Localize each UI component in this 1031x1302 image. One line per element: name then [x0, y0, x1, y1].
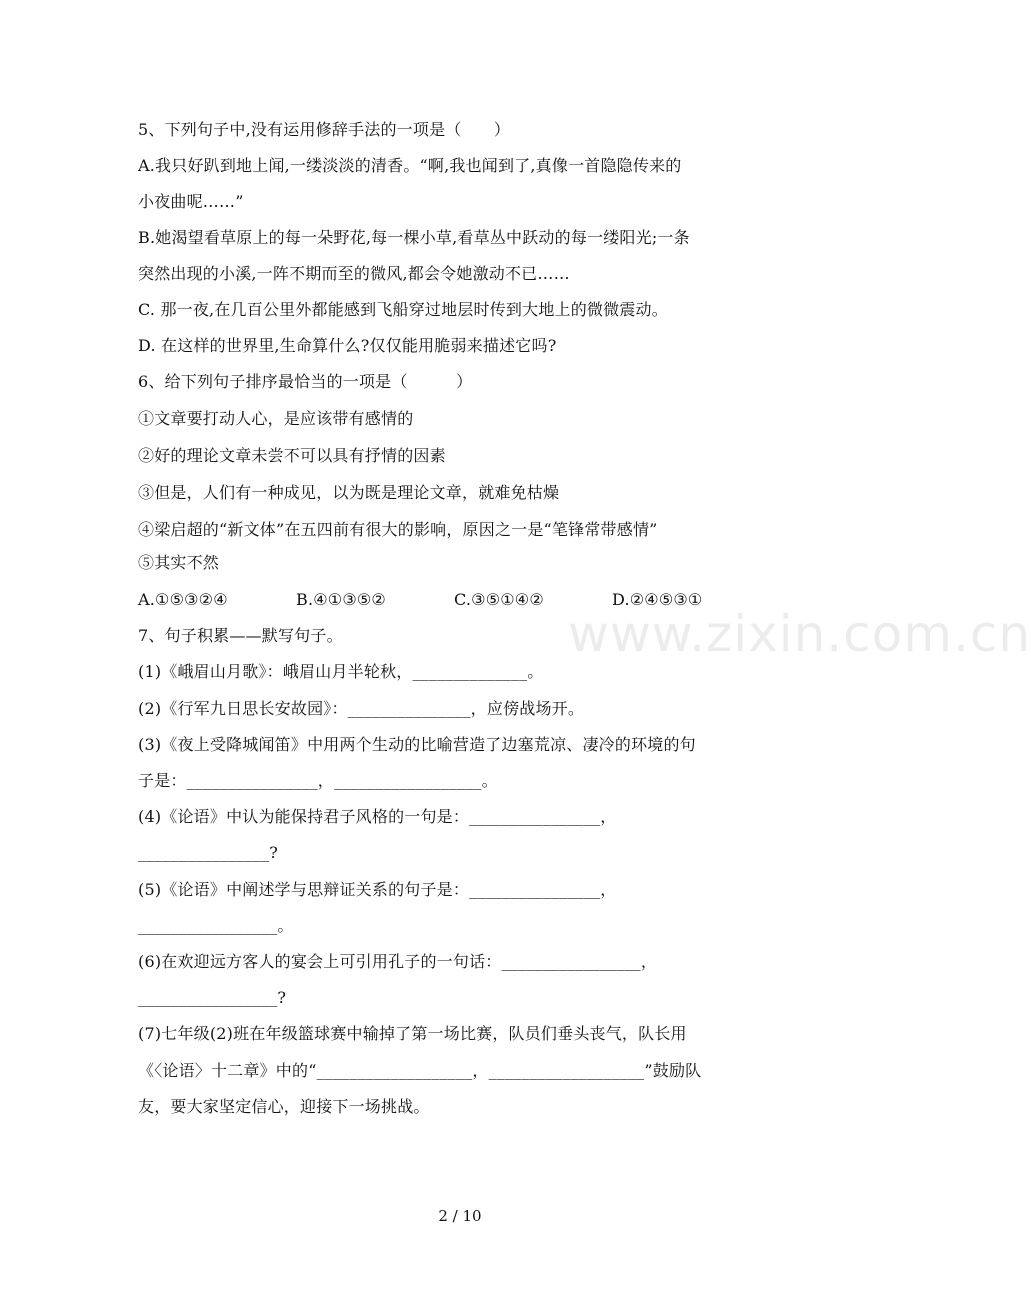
question-5-option-b-line-1: B.她渴望看草原上的每一朵野花,每一棵小草,看草丛中跃动的每一缕阳光;一条	[138, 228, 690, 247]
question-7-stem: 7、句子积累——默写句子。	[138, 626, 343, 645]
question-6-sentence-1: ①文章要打动人心，是应该带有感情的	[138, 409, 414, 428]
question-7-item-4-line-2: ________________?	[138, 843, 278, 862]
question-6-options	[138, 590, 702, 610]
question-6-stem: 6、给下列句子排序最恰当的一项是（ ）	[138, 372, 473, 391]
question-7-item-5-line-1: (5)《论语》中阐述学与思辩证关系的句子是：________________，	[138, 880, 617, 899]
question-6-sentence-2: ②好的理论文章未尝不可以具有抒情的因素	[138, 446, 446, 465]
question-7-item-6-line-1: (6)在欢迎远方客人的宴会上可引用孔子的一句话：_________________，	[138, 952, 658, 971]
question-6-option-c: C.③⑤①④②	[454, 590, 544, 609]
question-5-option-a-line-2: 小夜曲呢……”	[138, 192, 244, 211]
question-7-item-4-line-1: (4)《论语》中认为能保持君子风格的一句是：________________，	[138, 807, 617, 826]
question-7-item-5-line-2: _________________。	[138, 916, 294, 935]
question-5-option-a-line-1: A.我只好趴到地上闻,一缕淡淡的清香。“啊,我也闻到了,真像一首隐隐传来的	[138, 156, 682, 175]
question-6-option-d: D.②④⑤③①	[612, 590, 703, 609]
question-5-option-d: D. 在这样的世界里,生命算什么?仅仅能用脆弱来描述它吗?	[138, 336, 557, 355]
question-5-option-c: C. 那一夜,在几百公里外都能感到飞船穿过地层时传到大地上的微微震动。	[138, 300, 668, 319]
question-7-item-1: (1)《峨眉山月歌》：峨眉山月半轮秋，______________。	[138, 662, 544, 681]
question-6-sentence-3: ③但是，人们有一种成见，以为既是理论文章，就难免枯燥	[138, 483, 560, 502]
question-7-item-7-line-3: 友，要大家坚定信心，迎接下一场挑战。	[138, 1097, 430, 1116]
question-7-item-3-line-1: (3)《夜上受降城闻笛》中用两个生动的比喻营造了边塞荒凉、凄冷的环境的句	[138, 735, 696, 754]
question-5-option-b-line-2: 突然出现的小溪,一阵不期而至的微风,都会令她激动不已……	[138, 264, 570, 283]
question-7-item-3-line-2: 子是：________________，__________________。	[138, 771, 498, 790]
question-6-sentence-4: ④梁启超的“新文体”在五四前有很大的影响，原因之一是“笔锋常带感情”	[138, 520, 658, 539]
question-7-item-7-line-2: 《〈论语〉十二章》中的“___________________，___________________”鼓励队	[138, 1061, 702, 1080]
question-5-stem: 5、下列句子中,没有运用修辞手法的一项是（ ）	[138, 120, 511, 139]
question-6-option-a: A.①⑤③②④	[138, 590, 228, 609]
watermark-text: www.zixin.com.cn	[568, 605, 1031, 663]
page-number: 2 / 10	[438, 1207, 482, 1225]
question-6-option-b: B.④①③⑤②	[296, 590, 386, 609]
question-7-item-6-line-2: _________________?	[138, 988, 287, 1007]
question-6-sentence-5: ⑤其实不然	[138, 553, 220, 572]
question-7-item-2: (2)《行军九日思长安故园》：_______________，应傍战场开。	[138, 699, 585, 718]
question-7-item-7-line-1: (7)七年级(2)班在年级篮球赛中输掉了第一场比赛，队员们垂头丧气，队长用	[138, 1024, 687, 1043]
